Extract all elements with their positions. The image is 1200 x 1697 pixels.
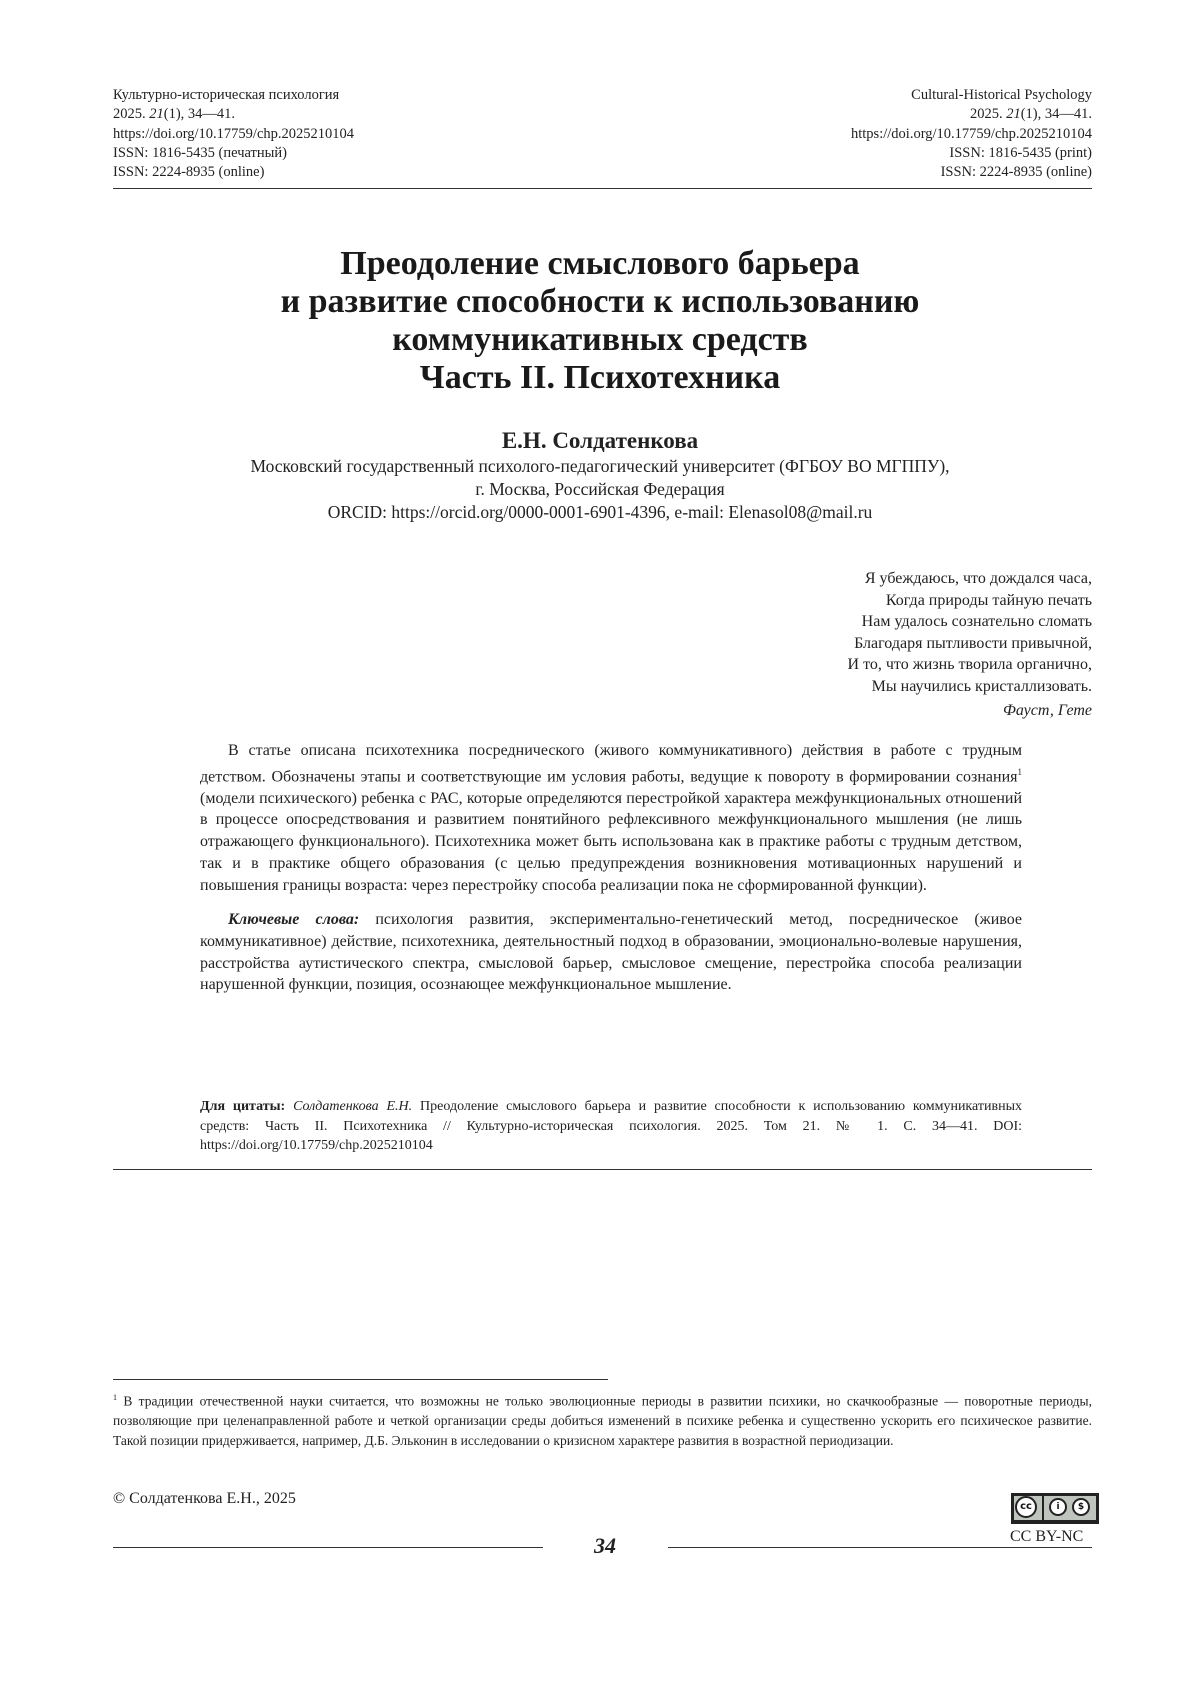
footnote-number: 1 xyxy=(113,1393,117,1402)
journal-name-ru: Культурно-историческая психология xyxy=(113,86,354,105)
epigraph-line: Я убеждаюсь, что дождался часа, xyxy=(848,568,1092,590)
issn-print-ru: ISSN: 1816-5435 (печатный) xyxy=(113,144,354,163)
epigraph-line: И то, что жизнь творила органично, xyxy=(848,654,1092,676)
affiliation xyxy=(150,455,1050,524)
citation-divider xyxy=(113,1169,1092,1170)
footnote-text: В традиции отечественной науки считается, что возможны не только эволюционные периоды в развитии психики, но скачкообразные — поворотные периоды, позволяющие при целенаправленной работе и четкой организации среды добиться изменений в психике ребенка и существенно ускорить его психическое развитие. Такой позиции придерживается, например, Д.Б. Эльконин в исследовании о кризисном характере развития в возрастной периодизации. xyxy=(113,1394,1092,1448)
keywords-label: Ключевые слова: xyxy=(228,911,359,928)
keywords xyxy=(200,909,1022,996)
title-line-3: коммуникативных средств xyxy=(150,321,1050,359)
affiliation-contacts[interactable]: ORCID: https://orcid.org/0000-0001-6901-4396, e-mail: Elenasol08@mail.ru xyxy=(150,501,1050,524)
title-line-2: и развитие способности к использованию xyxy=(150,283,1050,321)
abstract-text: В статье описана психотехника посреднического (живого коммуникативного) действия в работе с трудным детством. Обозначены этапы и соответствующие им условия работы, ведущие к повороту в формировании сознания1 (модели психического) ребенка с РАС, которые определяются перестройкой характера межфункциональных отношений в процессе опосредствования и развитием понятийного рефлексивного межфункционального мышления (не лишь отражающего функционального). Психотехника может быть использована как в практике работы с трудным детством, так и в практике общего образования (с целью предупреждения возникновения мотивационных нарушений и повышения границы возраста: через перестройку способа реализации пока не сформированной функции). xyxy=(200,740,1022,896)
issn-online-ru: ISSN: 2224-8935 (online) xyxy=(113,163,354,182)
epigraph xyxy=(848,568,1092,722)
keywords-text: психология развития, экспериментально-генетический метод, посредническое (живое коммуникативное) действие, психотехника, деятельностный подход в образовании, эмоционально-волевые нарушения, расстройства аутистического спектра, смысловой барьер, смысловое смещение, перестройка способа реализации нарушенной функции, позиция, осознающее межфункциональное мышление. xyxy=(200,911,1022,993)
issn-online-en: ISSN: 2224-8935 (online) xyxy=(851,163,1092,182)
issn-print-en: ISSN: 1816-5435 (print) xyxy=(851,144,1092,163)
article-page xyxy=(0,0,1200,1697)
citation-label: Для цитаты: xyxy=(200,1099,285,1114)
cc-license-badge[interactable] xyxy=(1011,1493,1099,1524)
article-title xyxy=(150,245,1050,397)
citation-text: Преодоление смыслового барьера и развитие способности к использованию коммуникативных средств: Часть II. Психотехника // Культурно-историческая психология. 2025. Том 21. № 1. С. 34—41. DOI: https://doi.org/10.17759/chp.2025210104 xyxy=(200,1099,1022,1153)
footnote xyxy=(113,1388,1092,1450)
footnote-reference[interactable]: 1 xyxy=(1018,767,1023,777)
epigraph-line: Благодаря пытливости привычной, xyxy=(848,633,1092,655)
doi-link-ru[interactable]: https://doi.org/10.17759/chp.2025210104 xyxy=(113,125,354,144)
journal-name-en: Cultural-Historical Psychology xyxy=(851,86,1092,105)
epigraph-line: Когда природы тайную печать xyxy=(848,590,1092,612)
affiliation-city: г. Москва, Российская Федерация xyxy=(150,478,1050,501)
affiliation-university: Московский государственный психолого-педагогический университет (ФГБОУ ВО МГППУ), xyxy=(150,455,1050,478)
epigraph-line: Нам удалось сознательно сломать xyxy=(848,611,1092,633)
non-commercial-icon: $ xyxy=(1072,1498,1090,1516)
epigraph-line: Мы научились кристаллизовать. xyxy=(848,676,1092,698)
footnote-divider xyxy=(113,1379,608,1380)
license-label: CC BY-NC xyxy=(1010,1528,1083,1546)
issue-info-ru: 2025. 21(1), 34—41. xyxy=(113,105,354,124)
author-name: Е.Н. Солдатенкова xyxy=(150,428,1050,454)
citation xyxy=(200,1097,1022,1156)
epigraph-source: Фауст, Гете xyxy=(848,700,1092,722)
footer-divider-right xyxy=(668,1547,1092,1548)
header-divider xyxy=(113,188,1092,189)
copyright: © Солдатенкова Е.Н., 2025 xyxy=(113,1490,296,1508)
title-line-4: Часть II. Психотехника xyxy=(150,359,1050,397)
page-number: 34 xyxy=(570,1533,640,1559)
header-right xyxy=(851,86,1092,182)
doi-link-en[interactable]: https://doi.org/10.17759/chp.2025210104 xyxy=(851,125,1092,144)
citation-author: Солдатенкова Е.Н. xyxy=(293,1099,412,1114)
attribution-icon: i xyxy=(1049,1498,1067,1516)
abstract-block xyxy=(200,740,1022,996)
header-left xyxy=(113,86,354,182)
cc-icon: cc xyxy=(1015,1496,1037,1518)
title-line-1: Преодоление смыслового барьера xyxy=(150,245,1050,283)
footer-divider-left xyxy=(113,1547,543,1548)
issue-info-en: 2025. 21(1), 34—41. xyxy=(851,105,1092,124)
